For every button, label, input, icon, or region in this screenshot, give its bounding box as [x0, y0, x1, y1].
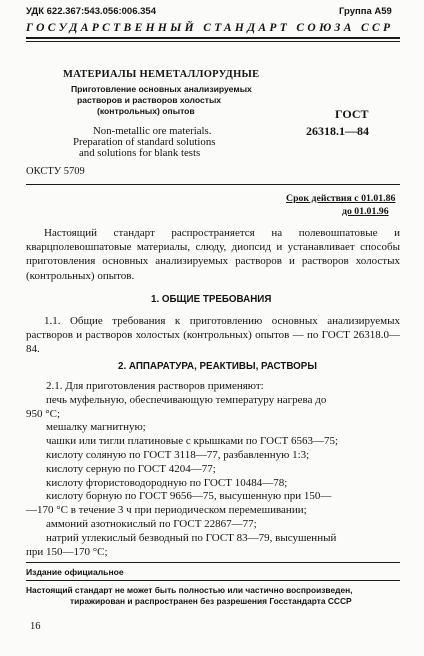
validity-line-2: до 01.01.96: [342, 206, 389, 217]
title-ru-sub-1: Приготовление основных анализируемых: [71, 84, 252, 94]
okstu-code: ОКСТУ 5709: [26, 166, 85, 177]
intro-paragraph: Настоящий стандарт распространяется на полевошпатовые и кварцполевошпатовые материалы, слюду, диопсид и устанавливает способы приготовления основных анализируемых растворов и растворов холостых (контрольных) опытов.: [26, 227, 400, 282]
title-ru-sub-3: (контрольных) опытов: [97, 106, 195, 116]
section-1-heading: 1. ОБЩИЕ ТРЕБОВАНИЯ: [151, 294, 272, 305]
section-2-line: чашки или тигли платиновые с крышками по ГОСТ 6563—75;: [46, 435, 339, 447]
section-1-text: 1.1. Общие требования к приготовлению основных анализируемых растворов и растворов холостых (контрольных) опытов — по ГОСТ 26318.0—84.: [26, 315, 400, 356]
group-code: Группа А59: [339, 6, 392, 17]
section-2-line: кислоту серную по ГОСТ 4204—77;: [46, 463, 216, 475]
section-2-line: аммоний азотнокислый по ГОСТ 22867—77;: [46, 518, 257, 530]
title-block-rule: [26, 184, 400, 185]
reproduction-notice-2: тиражирован и распространен без разрешения Госстандарта СССР: [70, 596, 352, 606]
udc-code: УДК 622.367:543.056:006.354: [26, 6, 156, 17]
section-2-line: —170 °С в течение 3 ч при периодическом перемешивании;: [26, 504, 307, 516]
title-en-3: and solutions for blank tests: [79, 147, 201, 159]
section-2-heading: 2. АППАРАТУРА, РЕАКТИВЫ, РАСТВОРЫ: [118, 361, 317, 372]
footer-rule-2: [26, 580, 400, 581]
standard-banner: ГОСУДАРСТВЕННЫЙ СТАНДАРТ СОЮЗА ССР: [26, 22, 394, 34]
validity-line-1: Срок действия с 01.01.86: [286, 193, 396, 204]
gost-label: ГОСТ: [335, 107, 369, 121]
section-2-line: 950 °С;: [26, 408, 61, 420]
section-2-line: печь муфельную, обеспечивающую температуру нагрева до: [46, 394, 327, 406]
gost-number: 26318.1—84: [306, 124, 369, 138]
section-2-line: кислоту борную по ГОСТ 9656—75, высушенную при 150—: [46, 490, 332, 502]
section-2-line: при 150—170 °С;: [26, 546, 108, 558]
title-ru-main: МАТЕРИАЛЫ НЕМЕТАЛЛОРУДНЫЕ: [63, 69, 260, 80]
title-ru-sub-2: растворов и растворов холостых: [77, 95, 222, 105]
header-rule-bottom: [26, 41, 400, 42]
section-2-line: натрий углекислый безводный по ГОСТ 83—79, высушенный: [46, 532, 337, 544]
page-number: 16: [30, 621, 41, 632]
footer-rule: [26, 562, 400, 563]
title-en-1: Non-metallic ore materials.: [93, 125, 212, 137]
title-en-2: Preparation of standard solutions: [73, 136, 216, 148]
reproduction-notice-1: Настоящий стандарт не может быть полностью или частично воспроизведен,: [26, 585, 353, 595]
section-2-line: кислоту соляную по ГОСТ 3118—77, разбавленную 1:3;: [46, 449, 310, 461]
section-2-line: 2.1. Для приготовления растворов применяют:: [46, 380, 264, 392]
official-edition-label: Издание официальное: [26, 567, 124, 577]
section-2-line: мешалку магнитную;: [46, 421, 146, 433]
header-rule-top: [26, 37, 400, 39]
section-2-line: кислоту фтористоводородную по ГОСТ 10484—78;: [46, 477, 288, 489]
